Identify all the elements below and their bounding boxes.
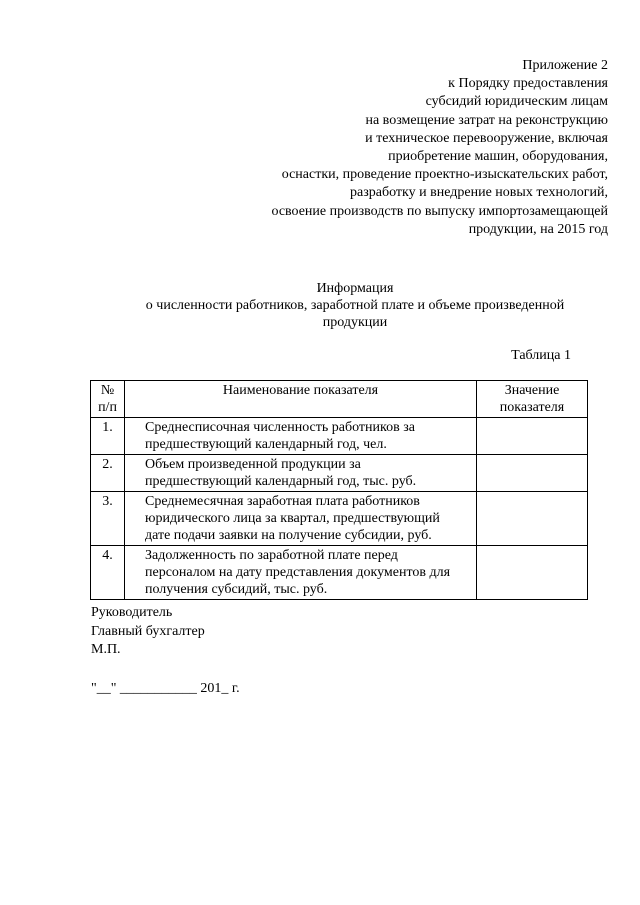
appendix-line: освоение производств по выпуску импортозамещающей	[271, 203, 608, 219]
appendix-line: на возмещение затрат на реконструкцию	[365, 112, 608, 128]
row-value	[477, 418, 588, 455]
row-name-line: дате подачи заявки на получение субсидии, руб.	[145, 528, 432, 543]
row-name-line: Среднемесячная заработная плата работников	[145, 494, 420, 509]
appendix-line: продукции, на 2015 год	[468, 221, 608, 237]
indicators-table	[90, 380, 588, 600]
row-number: 4.	[91, 546, 125, 600]
appendix-header	[271, 57, 608, 239]
subtitle-line: продукции	[322, 315, 388, 330]
header-name: Наименование показателя	[125, 381, 477, 418]
table-row	[91, 492, 588, 546]
row-name-line: предшествующий календарный год, чел.	[145, 437, 387, 452]
row-name-line: юридического лица за квартал, предшествующий	[145, 511, 440, 526]
row-name-line: Объем произведенной продукции за	[145, 457, 361, 472]
row-name-line: Задолженность по заработной плате перед	[145, 548, 398, 563]
appendix-line: разработку и внедрение новых технологий,	[350, 185, 608, 201]
table-row	[91, 418, 588, 455]
row-name	[125, 492, 477, 546]
document-title	[0, 280, 640, 331]
row-number: 3.	[91, 492, 125, 546]
row-name-line: персоналом на дату представления документов для	[145, 565, 451, 580]
subtitle-line: о численности работников, заработной плате и объеме произведенной	[145, 298, 565, 313]
header-value-line: показателя	[499, 400, 565, 415]
title-line: Информация	[316, 281, 394, 296]
table-header-row	[91, 381, 588, 418]
row-name-line: предшествующий календарный год, тыс. руб.	[145, 474, 417, 489]
signature-block	[91, 604, 205, 660]
table-row	[91, 455, 588, 492]
row-number: 2.	[91, 455, 125, 492]
row-value	[477, 455, 588, 492]
table-label: Таблица 1	[511, 348, 571, 363]
header-number	[91, 381, 125, 418]
appendix-line: Приложение 2	[522, 58, 608, 73]
row-value	[477, 492, 588, 546]
head-label: Руководитель	[91, 605, 173, 620]
row-name-line: получения субсидий, тыс. руб.	[145, 582, 328, 597]
header-value-line: Значение	[504, 383, 560, 398]
appendix-line: оснастки, проведение проектно-изыскательских работ,	[281, 167, 608, 183]
row-number: 1.	[91, 418, 125, 455]
row-value	[477, 546, 588, 600]
table-row	[91, 546, 588, 600]
appendix-line: приобретение машин, оборудования,	[388, 149, 608, 165]
row-name	[125, 418, 477, 455]
appendix-line: субсидий юридическим лицам	[425, 94, 608, 110]
row-name	[125, 455, 477, 492]
header-value	[477, 381, 588, 418]
stamp-label: М.П.	[91, 642, 121, 657]
row-name	[125, 546, 477, 600]
row-name-line: Среднесписочная численность работников за	[145, 420, 415, 435]
accountant-label: Главный бухгалтер	[91, 623, 205, 639]
header-number-line: п/п	[98, 400, 117, 415]
header-number-line: №	[100, 383, 115, 398]
appendix-line: к Порядку предоставления	[448, 76, 608, 92]
date-line: "__" ___________ 201_ г.	[91, 681, 240, 696]
appendix-line: и техническое перевооружение, включая	[365, 130, 608, 146]
